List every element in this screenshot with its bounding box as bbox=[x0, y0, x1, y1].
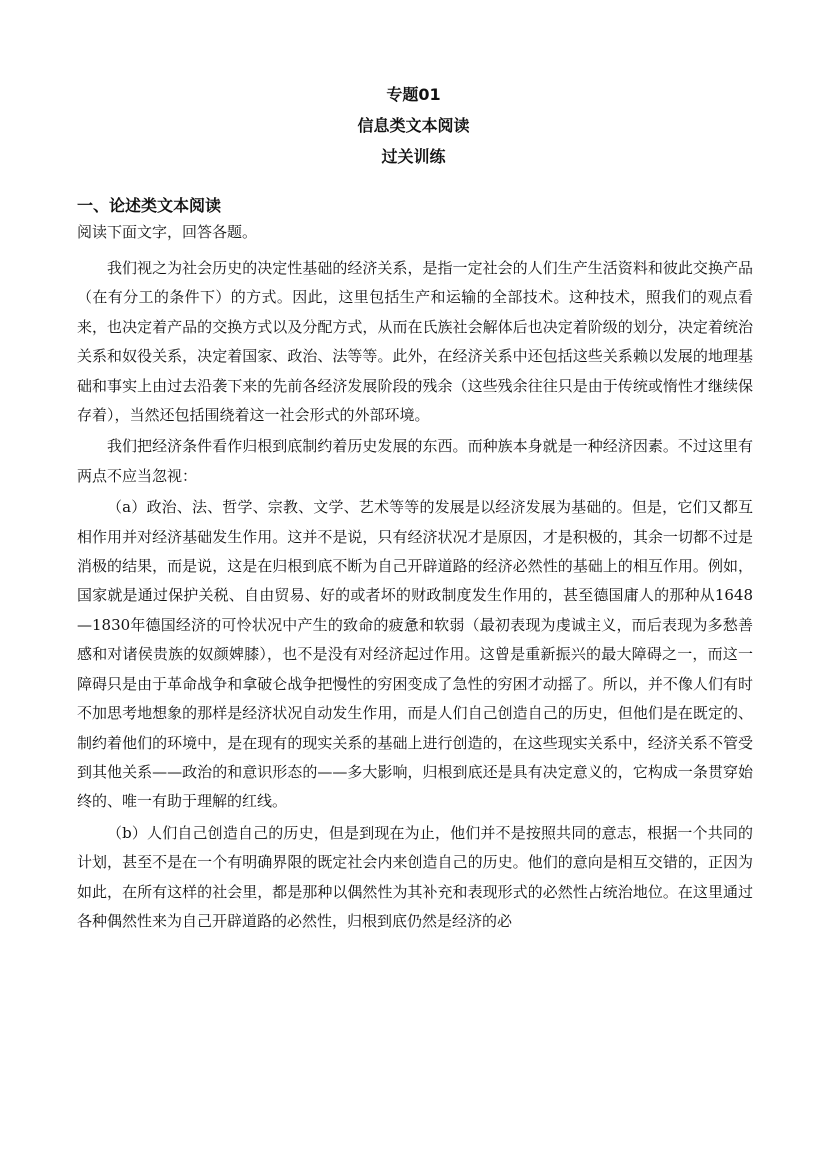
reading-instruction: 阅读下面文字，回答各题。 bbox=[77, 223, 258, 241]
document-subtitle: 过关训练 bbox=[381, 147, 446, 166]
passage-paragraph: 我们把经济条件看作归根到底制约着历史发展的东西。而种族本身就是一种经济因素。不过这里有两点不应当忽视： bbox=[77, 437, 753, 485]
passage-paragraph: （a）政治、法、哲学、宗教、文学、艺术等等的发展是以经济发展为基础的。但是，它们又都互相作用并对经济基础发生作用。这并不是说，只有经济状况才是原因，才是积极的，其余一切都不过是消极的结果，而是说，这是在归根到底不断为自己开辟道路的经济必然性的基础上的相互作用。例如，国家就是通过保护关税、自由贸易、好的或者坏的财政制度发生作用的，甚至德国庸人的那种从1648—1830年德国经济的可怜状况中产生的致命的疲惫和软弱（最初表现为虔诚主义，而后表现为多愁善感和对诸侯贵族的奴颜婢膝），也不是没有对经济起过作用。这曾是重新振兴的最大障碍之一，而这一障碍只是由于革命战争和拿破仑战争把慢性的穷困变成了急性的穷困才动摇了。所以，并不像人们有时不加思考地想象的那样是经济状况自动发生作用，而是人们自己创造自己的历史，但他们是在既定的、制约着他们的环境中，是在现有的现实关系的基础上进行创造的，在这些现实关系中，经济关系不管受到其他关系——政治的和意识形态的——多大影响，归根到底还是具有决定意义的，它构成一条贯穿始终的、唯一有助于理解的红线。 bbox=[77, 498, 753, 811]
document-title: 信息类文本阅读 bbox=[357, 116, 470, 135]
passage-body bbox=[77, 254, 753, 938]
passage-paragraph: （b）人们自己创造自己的历史，但是到现在为止，他们并不是按照共同的意志，根据一个共同的计划，甚至不是在一个有明确界限的既定社会内来创造自己的历史。他们的意向是相互交错的，正因为如此，在所有这样的社会里，都是那种以偶然性为其补充和表现形式的必然性占统治地位。在这里通过各种偶然性来为自己开辟道路的必然性，归根到底仍然是经济的必 bbox=[77, 823, 753, 930]
section-heading: 一、论述类文本阅读 bbox=[77, 196, 222, 215]
title-block bbox=[0, 79, 827, 172]
topic-number: 专题01 bbox=[386, 85, 441, 104]
passage-paragraph: 我们视之为社会历史的决定性基础的经济关系，是指一定社会的人们生产生活资料和彼此交换产品（在有分工的条件下）的方式。因此，这里包括生产和运输的全部技术。这种技术，照我们的观点看来，也决定着产品的交换方式以及分配方式，从而在氏族社会解体后也决定着阶级的划分，决定着统治关系和奴役关系，决定着国家、政治、法等等。此外，在经济关系中还包括这些关系赖以发展的地理基础和事实上由过去沿袭下来的先前各经济发展阶段的残余（这些残余往往只是由于传统或惰性才继续保存着），当然还包括围绕着这一社会形式的外部环境。 bbox=[77, 259, 753, 425]
